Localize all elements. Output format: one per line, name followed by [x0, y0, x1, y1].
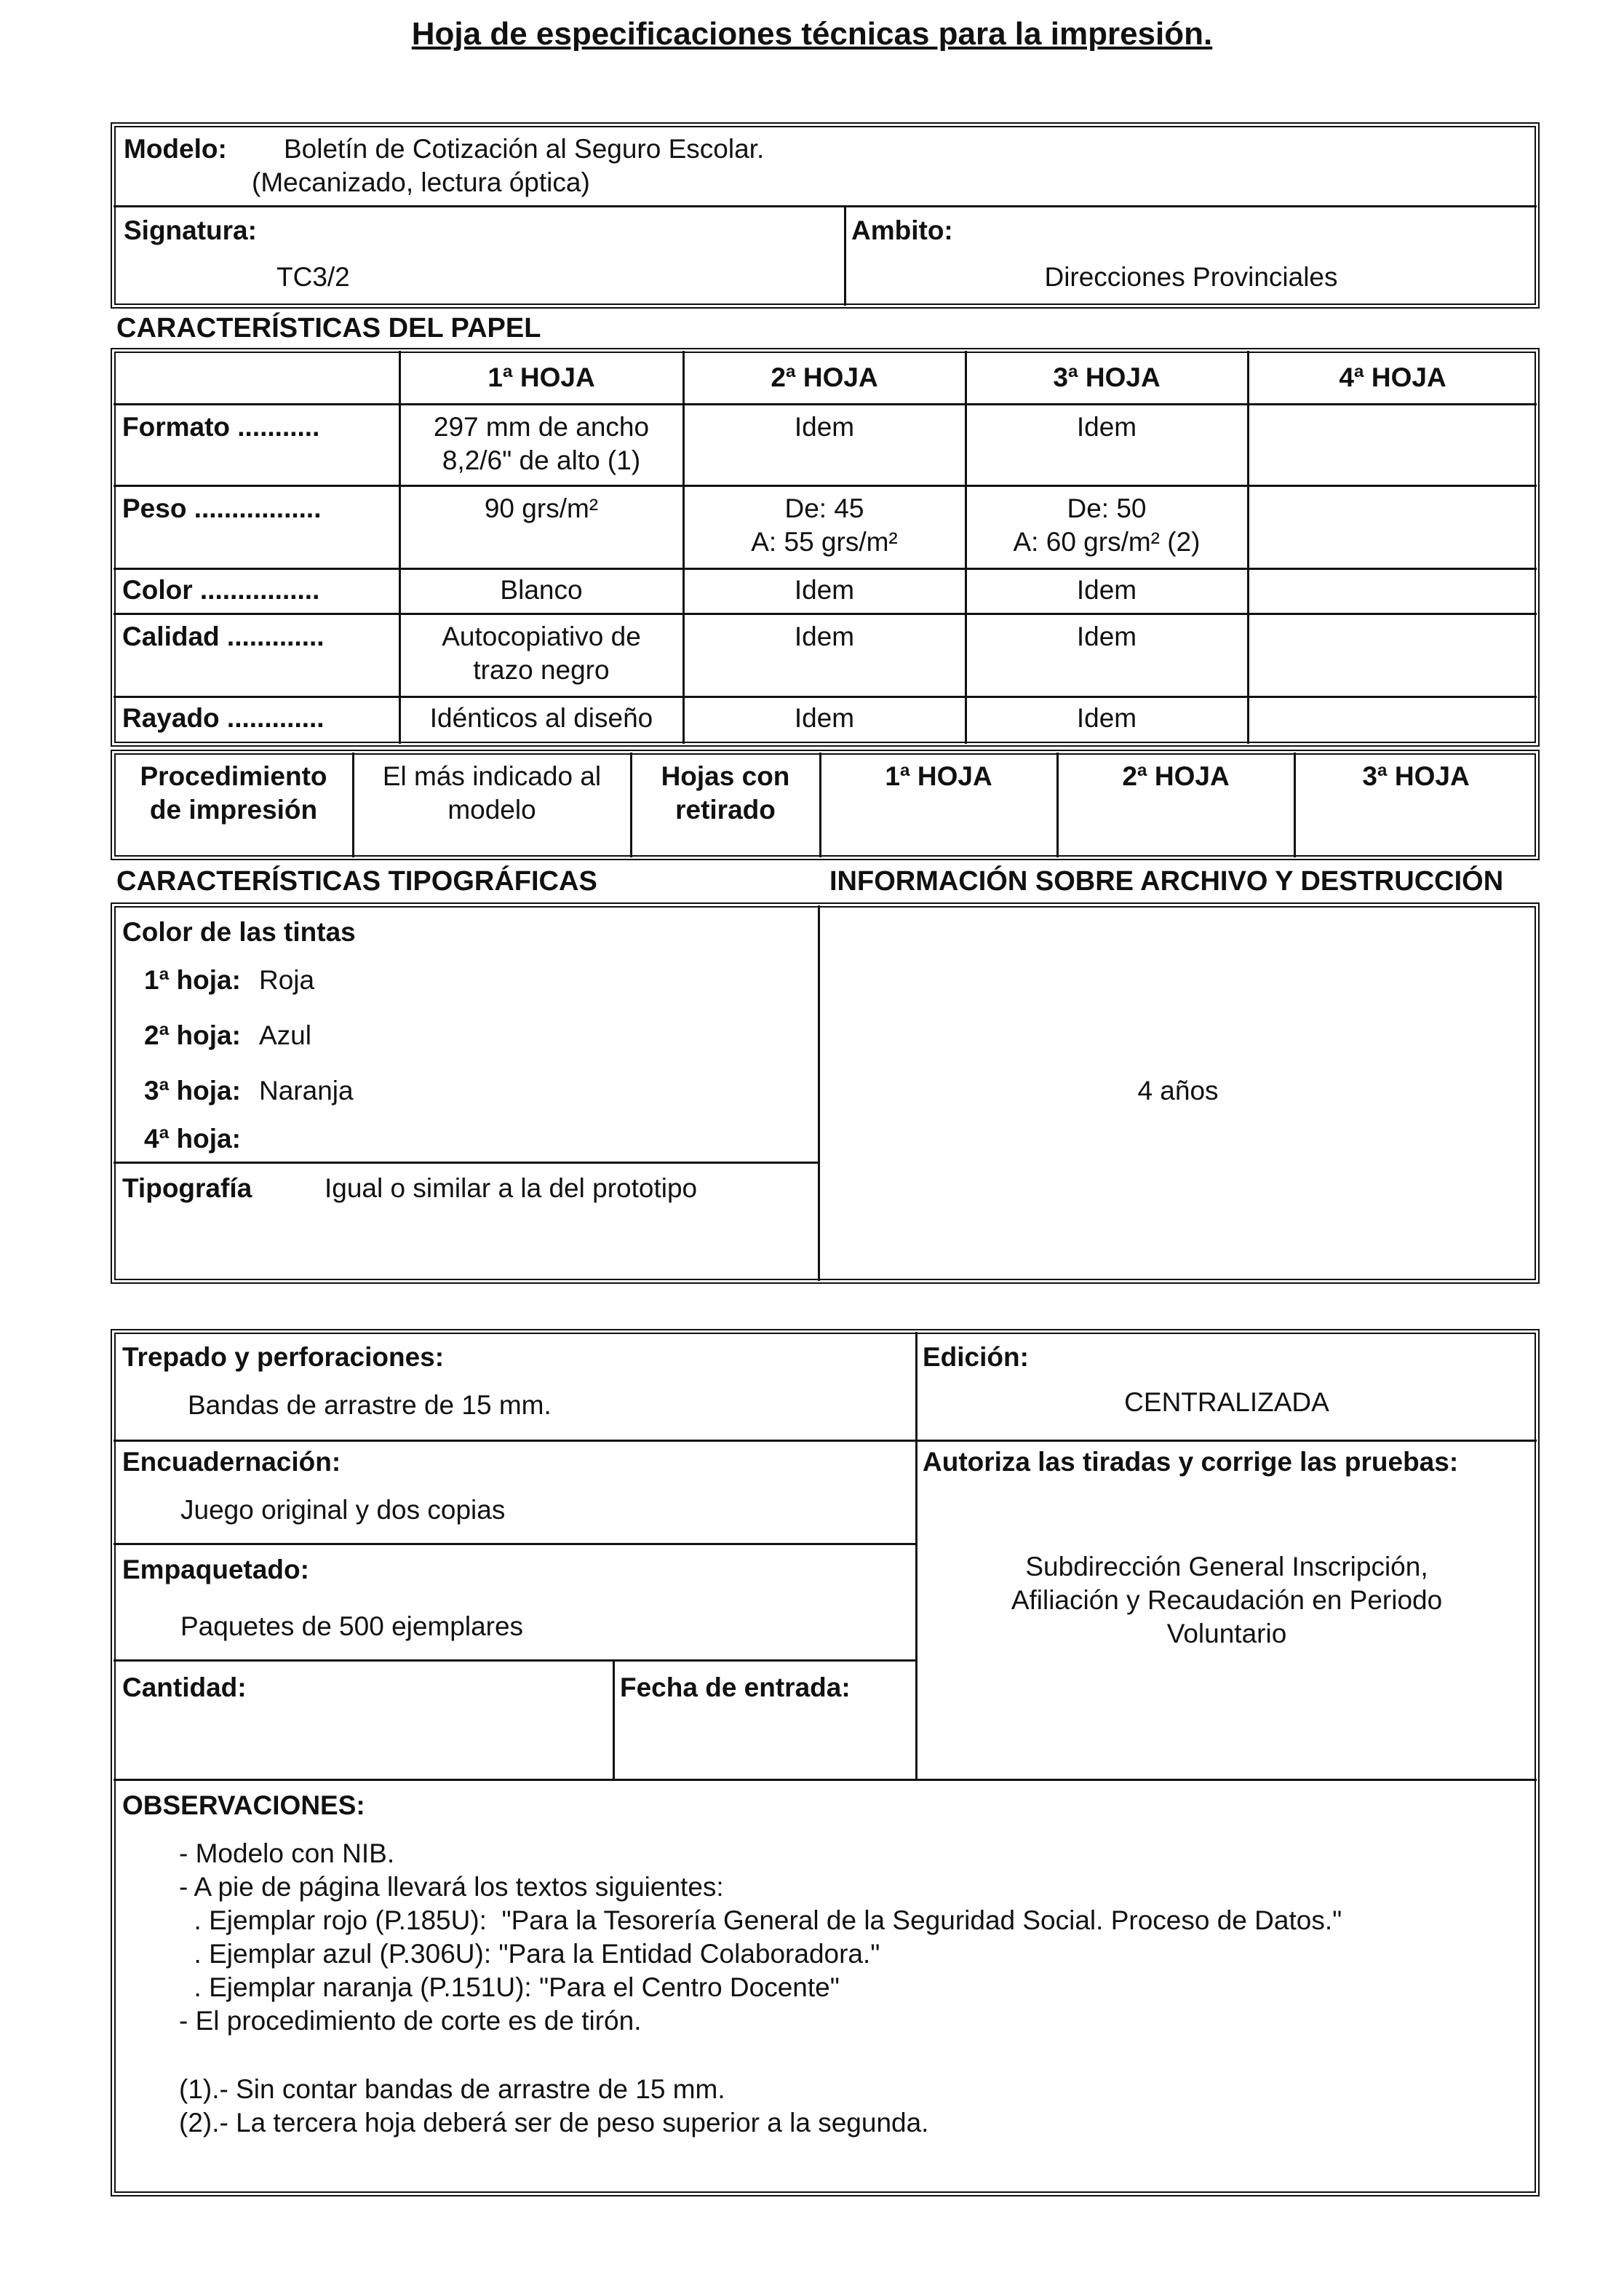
divider: [114, 1779, 1537, 1781]
divider: [114, 696, 1537, 698]
observacion-line-9: (2).- La tercera hoja deberá ser de peso superior a la segunda.: [179, 2108, 929, 2138]
hoja1-ink-label: 1ª hoja:: [144, 965, 241, 995]
empaquetado-label: Empaquetado:: [122, 1555, 309, 1584]
peso-hoja2-line2: A: 55 grs/m²: [751, 527, 898, 557]
encuadernacion-value: Juego original y dos copias: [180, 1495, 506, 1525]
calidad-hoja3: Idem: [1076, 622, 1137, 651]
color-tintas-label: Color de las tintas: [122, 917, 356, 947]
peso-hoja2-line1: De: 45: [784, 493, 864, 523]
tipograficas-section-title: CARACTERÍSTICAS TIPOGRÁFICAS: [116, 866, 597, 897]
retirado-header-1: 1ª HOJA: [885, 761, 992, 791]
procedimiento-value-1: El más indicado al: [382, 761, 602, 791]
formato-hoja3: Idem: [1076, 412, 1137, 442]
color-hoja1: Blanco: [500, 575, 583, 605]
color-hoja2: Idem: [794, 575, 855, 605]
encuadernacion-label: Encuadernación:: [122, 1447, 341, 1477]
hoja3-ink-label: 3ª hoja:: [144, 1076, 241, 1106]
page-title: Hoja de especificaciones técnicas para la impresión.: [411, 16, 1213, 52]
observacion-line-6: - El procedimiento de corte es de tirón.: [179, 2006, 642, 2036]
papel-header-2: 2ª HOJA: [771, 362, 878, 392]
formato-label: Formato ...........: [122, 412, 320, 442]
hoja3-ink-value: Naranja: [259, 1076, 354, 1106]
cantidad-label: Cantidad:: [122, 1672, 247, 1702]
divider: [114, 613, 1537, 615]
rayado-label: Rayado .............: [122, 703, 325, 733]
formato-hoja1-line1: 297 mm de ancho: [433, 412, 650, 442]
edicion-label: Edición:: [923, 1342, 1029, 1372]
signatura-label: Signatura:: [124, 215, 257, 245]
observacion-line-5: . Ejemplar naranja (P.151U): "Para el Centro Docente": [179, 1972, 840, 2002]
observacion-line-3: . Ejemplar rojo (P.185U): "Para la Tesorería General de la Seguridad Social. Proceso de Datos.": [179, 1905, 1342, 1935]
archivo-section-title: INFORMACIÓN SOBRE ARCHIVO Y DESTRUCCIÓN: [829, 866, 1504, 897]
retirado-header-2: 2ª HOJA: [1122, 761, 1230, 791]
autoriza-label: Autoriza las tiradas y corrige las pruebas:: [923, 1447, 1459, 1477]
papel-header-4: 4ª HOJA: [1339, 362, 1446, 392]
divider: [1247, 351, 1249, 744]
calidad-hoja1-line1: Autocopiativo de: [442, 622, 641, 651]
trepado-value: Bandas de arrastre de 15 mm.: [188, 1390, 552, 1420]
peso-hoja3-line2: A: 60 grs/m² (2): [1013, 527, 1201, 557]
modelo-value: Boletín de Cotización al Seguro Escolar.: [284, 134, 765, 164]
observaciones-label: OBSERVACIONES:: [122, 1790, 365, 1820]
papel-section-title: CARACTERÍSTICAS DEL PAPEL: [116, 313, 541, 344]
hoja1-ink-value: Roja: [259, 965, 315, 995]
peso-hoja1: 90 grs/m²: [484, 493, 599, 523]
hoja4-ink-label: 4ª hoja:: [144, 1124, 241, 1154]
divider: [613, 1661, 615, 1779]
modelo-label: Modelo:: [124, 134, 227, 164]
peso-label: Peso .................: [122, 493, 322, 523]
papel-header-3: 3ª HOJA: [1053, 362, 1161, 392]
observacion-line-4: . Ejemplar azul (P.306U): "Para la Entidad Colaboradora.": [179, 1939, 880, 1969]
rayado-hoja3: Idem: [1076, 703, 1137, 733]
trepado-label: Trepado y perforaciones:: [122, 1342, 445, 1372]
hoja2-ink-value: Azul: [259, 1020, 311, 1050]
formato-hoja2: Idem: [794, 412, 855, 442]
color-label: Color ................: [122, 575, 320, 605]
calidad-hoja1-line2: trazo negro: [473, 655, 610, 685]
retirado-label-1: Hojas con: [661, 761, 790, 791]
rayado-hoja2: Idem: [794, 703, 855, 733]
divider: [114, 568, 1537, 570]
divider: [114, 205, 1537, 207]
ambito-value: Direcciones Provinciales: [1044, 262, 1338, 292]
observacion-line-8: (1).- Sin contar bandas de arrastre de 15 mm.: [179, 2074, 725, 2104]
procedimiento-label-2: de impresión: [149, 795, 318, 825]
tipografia-value: Igual o similar a la del prototipo: [325, 1173, 698, 1203]
color-hoja3: Idem: [1076, 575, 1137, 605]
autoriza-line-2: Afiliación y Recaudación en Periodo: [1011, 1585, 1443, 1615]
formato-hoja1-line2: 8,2/6" de alto (1): [442, 445, 641, 475]
retirado-label-2: retirado: [675, 795, 776, 825]
signatura-value: TC3/2: [276, 262, 350, 292]
divider: [114, 1440, 1537, 1442]
procedimiento-label-1: Procedimiento: [140, 761, 327, 791]
divider: [114, 1543, 915, 1545]
peso-hoja3-line1: De: 50: [1067, 493, 1147, 523]
divider: [114, 403, 1537, 405]
fecha-entrada-label: Fecha de entrada:: [620, 1672, 851, 1702]
calidad-hoja2: Idem: [794, 622, 855, 651]
hoja2-ink-label: 2ª hoja:: [144, 1020, 241, 1050]
divider: [114, 485, 1537, 487]
divider: [114, 1659, 915, 1662]
modelo-value-2: (Mecanizado, lectura óptica): [252, 167, 590, 197]
procedimiento-value-2: modelo: [447, 795, 536, 825]
autoriza-line-3: Voluntario: [1166, 1619, 1287, 1648]
observacion-line-2: - A pie de página llevará los textos siguientes:: [179, 1872, 724, 1902]
empaquetado-value: Paquetes de 500 ejemplares: [180, 1611, 524, 1641]
ambito-label: Ambito:: [851, 215, 953, 245]
divider: [114, 1162, 818, 1164]
calidad-label: Calidad .............: [122, 622, 325, 651]
retirado-header-3: 3ª HOJA: [1362, 761, 1470, 791]
observacion-line-1: - Modelo con NIB.: [179, 1838, 395, 1868]
edicion-value: CENTRALIZADA: [1124, 1387, 1329, 1417]
archivo-value: 4 años: [1137, 1076, 1219, 1106]
autoriza-line-1: Subdirección General Inscripción,: [1025, 1552, 1428, 1581]
rayado-hoja1: Idénticos al diseño: [429, 703, 653, 733]
papel-header-1: 1ª HOJA: [487, 362, 595, 392]
tipografia-label: Tipografía: [122, 1173, 252, 1203]
